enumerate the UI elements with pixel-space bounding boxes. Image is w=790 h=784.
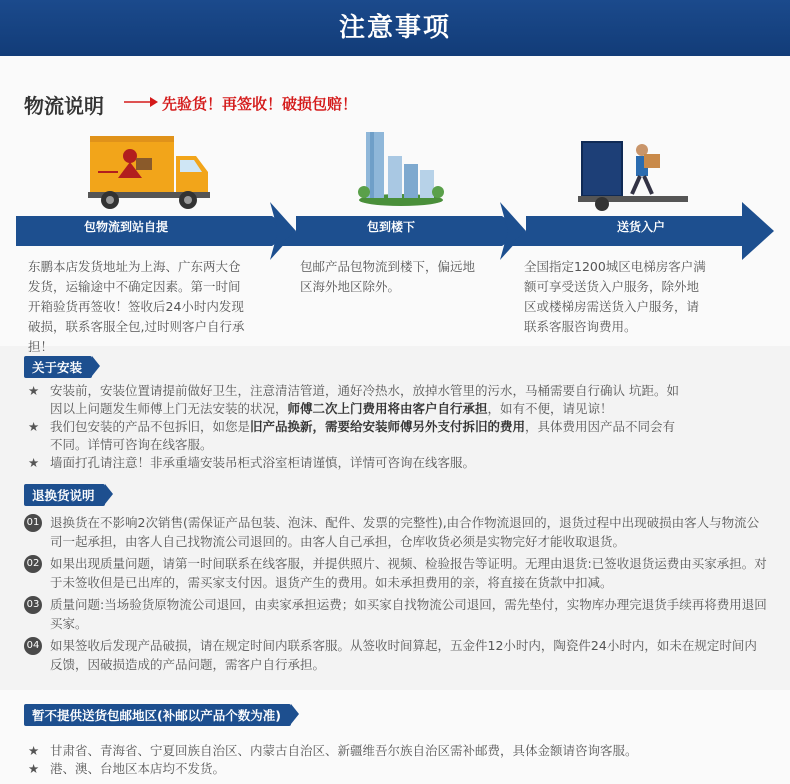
desc-line: 额可享受送货入户服务，除外地	[524, 279, 700, 294]
install-section	[24, 356, 776, 472]
desc-line: 开箱验货再签收！签收后24小时内发现	[28, 299, 244, 314]
returns-item	[24, 637, 769, 674]
desc-line: 担！	[28, 339, 54, 354]
remote-tag: 暂不提供送货包邮地区(补邮以产品个数为准)	[24, 704, 291, 726]
desc-line: 区海外地区除外。	[300, 279, 401, 294]
buildings-icon	[358, 130, 444, 206]
stage-desc-downstairs	[300, 257, 510, 297]
install-item	[24, 418, 776, 454]
stage-label-home-delivery: 送货入户	[617, 220, 666, 234]
number-badge: 03	[24, 596, 42, 614]
install-tag: 关于安装	[24, 356, 92, 378]
remote-section	[0, 690, 790, 784]
returns-tag: 退换货说明	[24, 484, 105, 506]
returns-text: 如果签收后发现产品破损，请在规定时间内联系客服。从签收时间算起，五金件12小时内，陶瓷件24小时内，如未在规定时间内反馈，因破损造成的产品问题，需客户自行承担。	[50, 638, 757, 672]
stage-desc-home-delivery	[524, 257, 764, 337]
desc-line: 东鹏本店发货地址为上海、广东两大仓	[28, 259, 241, 274]
returns-text: 如果出现质量问题，请第一时间联系在线客服，并提供照片、视频、检验报告等证明。无理由退货:已签收退货运费由买家承担。对于未签收但是已出库的，需买家支付因。退货产生的费用。如未承担费用的亲，将直接在货款中扣减。	[50, 556, 767, 590]
desc-line: 联系客服咨询费用。	[524, 319, 637, 334]
stage-label-downstairs: 包到楼下	[367, 220, 416, 234]
install-line	[50, 400, 776, 418]
arrow-right-icon	[124, 95, 158, 109]
install-line: 安装前，安装位置请提前做好卫生，注意清洁管道，通好冷热水，放掉水管里的污水，马桶需要自行确认 坑距。如	[50, 383, 679, 398]
star-icon: ★	[28, 383, 40, 398]
logistics-section	[0, 56, 790, 354]
number-badge: 01	[24, 514, 42, 532]
text-span: ，如有不便，请见谅！	[487, 401, 613, 416]
desc-line: 区或楼梯房需送货入户服务，请	[524, 299, 700, 314]
install-line: 不同。详情可咨询在线客服。	[50, 437, 213, 452]
stage-label-pickup: 包物流到站自提	[84, 220, 169, 234]
install-line: 墙面打孔请注意！非承重墙安装吊柜式浴室柜请谨慎，详情可咨询在线客服。	[50, 455, 476, 470]
star-icon: ★	[28, 761, 40, 776]
desc-line: 发货，运输途中不确定因素。第一时间	[28, 279, 241, 294]
remote-item	[24, 742, 774, 760]
returns-item	[24, 596, 769, 633]
install-line	[50, 418, 776, 436]
number-badge: 02	[24, 555, 42, 573]
page-title-banner	[0, 0, 790, 56]
stage-desc-pickup	[28, 257, 278, 357]
text-span: 因以上问题发生师傅上门无法安装的状况，	[50, 401, 288, 416]
install-item	[24, 454, 776, 472]
logistics-slogan: 先验货！再签收！破损包赔！	[162, 95, 358, 113]
returns-item	[24, 514, 769, 551]
star-icon: ★	[28, 455, 40, 470]
remote-text: 甘肃省、青海省、宁夏回族自治区、内蒙古自治区、新疆维吾尔族自治区需补邮费，具体金额请咨询客服。	[50, 743, 638, 758]
logistics-title: 物流说明	[24, 94, 104, 118]
remote-item	[24, 760, 774, 778]
delivery-person-icon	[578, 138, 690, 212]
emphasis-text: 师傅二次上门费用将由客户自行承担	[287, 401, 488, 416]
install-item	[24, 382, 776, 418]
text-span: 我们包安装的产品不包拆旧，如您是	[50, 419, 251, 434]
emphasis-text: 旧产品换新，需要给安装师傅另外支付拆旧的费用	[250, 419, 526, 434]
page-title: 注意事项	[338, 13, 451, 43]
star-icon: ★	[28, 743, 40, 758]
returns-text: 退换货在不影响2次销售(需保证产品包装、泡沫、配件、发票的完整性),由合作物流退回的，退货过程中出现破损由客人与物流公司一起承担，由客人自己找物流公司退回的。由客人自己承担，仓库收货必须是实物完好才能收取退货。	[50, 515, 760, 549]
remote-text: 港、澳、台地区本店均不发货。	[50, 761, 226, 776]
desc-line: 包邮产品包物流到楼下，偏远地	[300, 259, 476, 274]
delivery-truck-icon	[88, 132, 212, 212]
desc-line: 全国指定1200城区电梯房客户满	[524, 259, 706, 274]
returns-item	[24, 555, 769, 592]
returns-text: 质量问题:当场验货原物流公司退回，由卖家承担运费；如买家自找物流公司退回，需先垫付，实物库办理完退货手续再将费用退回买家。	[50, 597, 767, 631]
number-badge: 04	[24, 637, 42, 655]
returns-section	[24, 484, 769, 678]
desc-line: 破损，联系客服全包,过时则客户自行承	[28, 319, 245, 334]
star-icon: ★	[28, 419, 40, 434]
text-span: ，具体费用因产品不同会有	[525, 419, 676, 434]
